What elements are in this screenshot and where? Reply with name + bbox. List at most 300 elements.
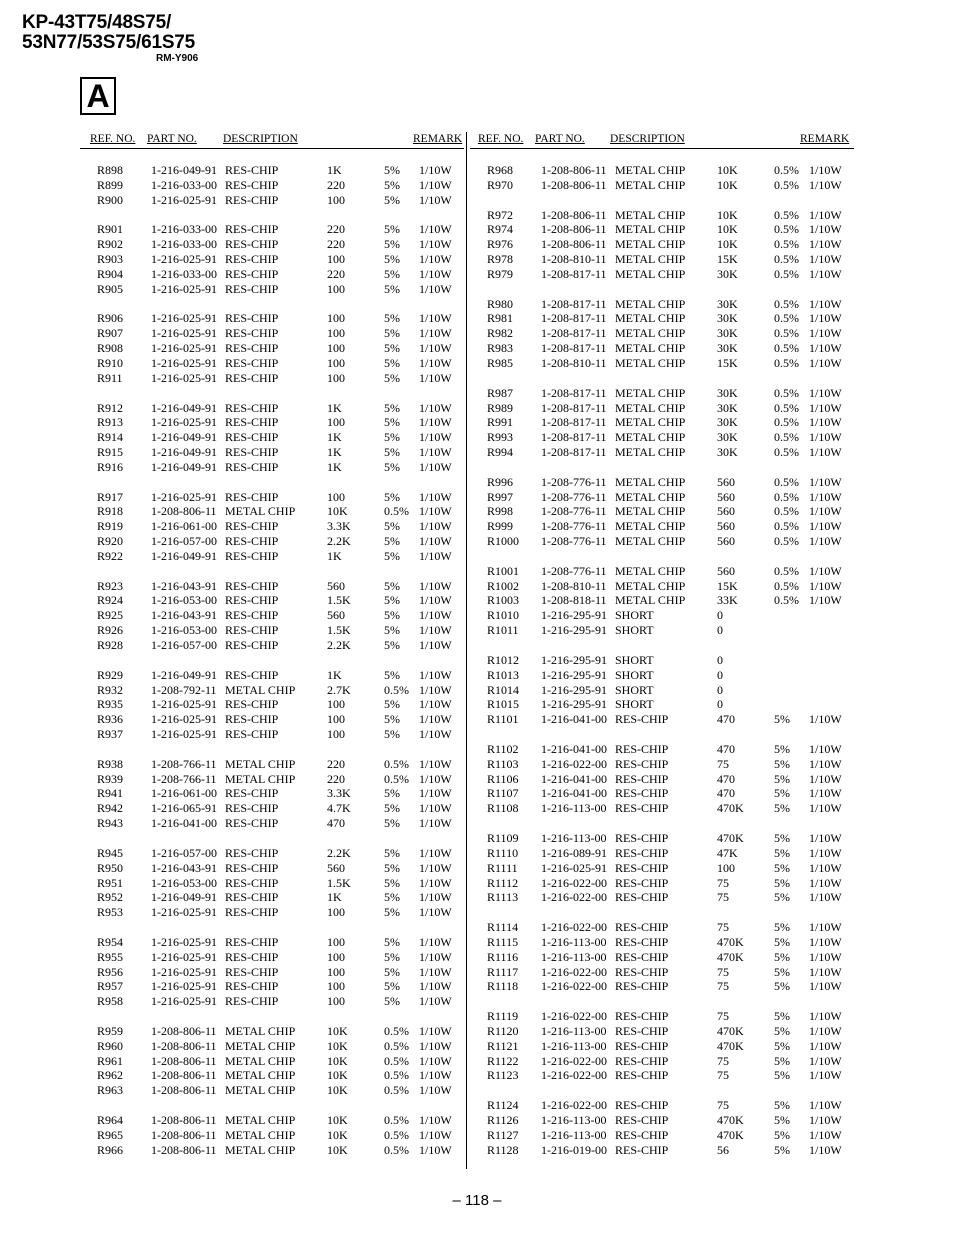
cell-tolerance: 5% — [384, 667, 400, 682]
table-row — [80, 890, 464, 905]
cell-wattage: 1/10W — [419, 578, 452, 593]
cell-wattage: 1/10W — [419, 266, 452, 281]
cell-tolerance: 5% — [384, 578, 400, 593]
cell-wattage: 1/10W — [419, 430, 452, 445]
cell-part-no: 1-208-806-11 — [151, 1083, 217, 1098]
table-row — [80, 222, 464, 237]
cell-description: RES-CHIP — [225, 860, 279, 875]
cell-ref-no: R1002 — [487, 578, 520, 593]
table-row — [80, 282, 464, 297]
cell-part-no: 1-208-766-11 — [151, 756, 217, 771]
cell-description: METAL CHIP — [615, 355, 686, 370]
cell-tolerance: 5% — [774, 875, 790, 890]
cell-value: 47K — [717, 845, 738, 860]
cell-wattage: 1/10W — [419, 638, 452, 652]
header-part-no: PART NO. — [147, 133, 197, 145]
remote-model: RM-Y906 — [156, 53, 199, 64]
cell-wattage: 1/10W — [419, 816, 452, 831]
cell-wattage: 1/10W — [809, 385, 842, 400]
cell-part-no: 1-216-043-91 — [151, 608, 217, 623]
cell-description: RES-CHIP — [225, 326, 279, 341]
cell-value: 1K — [327, 163, 342, 177]
cell-tolerance: 0.5% — [774, 430, 799, 445]
cell-tolerance: 5% — [384, 949, 400, 964]
table-row — [470, 386, 854, 401]
cell-ref-no: R1001 — [487, 563, 520, 578]
cell-value: 470K — [717, 949, 744, 964]
cell-part-no: 1-216-025-91 — [151, 370, 217, 385]
cell-value: 30K — [717, 415, 738, 430]
cell-value: 470 — [327, 816, 345, 831]
table-row — [470, 1113, 854, 1128]
cell-wattage: 1/10W — [809, 355, 842, 370]
cell-ref-no: R1123 — [487, 1068, 519, 1083]
cell-part-no: 1-216-113-00 — [541, 1127, 607, 1142]
table-row — [470, 876, 854, 891]
cell-ref-no: R960 — [97, 1038, 124, 1053]
cell-ref-no: R962 — [97, 1068, 124, 1083]
cell-ref-no: R941 — [97, 786, 124, 801]
cell-wattage: 1/10W — [809, 771, 842, 786]
cell-wattage: 1/10W — [419, 1053, 452, 1068]
cell-value: 30K — [717, 311, 738, 326]
cell-ref-no: R1126 — [487, 1113, 519, 1127]
cell-description: SHORT — [615, 623, 654, 638]
cell-value: 15K — [717, 355, 738, 370]
cell-wattage: 1/10W — [419, 1113, 452, 1127]
cell-wattage: 1/10W — [419, 415, 452, 430]
cell-tolerance: 5% — [384, 445, 400, 460]
cell-wattage: 1/10W — [419, 1127, 452, 1142]
cell-wattage: 1/10W — [419, 1142, 452, 1157]
cell-value: 2.7K — [327, 682, 351, 697]
cell-description: RES-CHIP — [225, 845, 279, 860]
cell-ref-no: R970 — [487, 177, 514, 192]
cell-ref-no: R951 — [97, 875, 124, 890]
cell-ref-no: R950 — [97, 860, 124, 875]
table-row — [470, 415, 854, 430]
cell-part-no: 1-216-025-91 — [151, 311, 217, 326]
table-row — [470, 890, 854, 905]
cell-description: METAL CHIP — [615, 266, 686, 281]
cell-part-no: 1-208-817-11 — [541, 385, 607, 400]
table-row — [80, 430, 464, 445]
cell-wattage: 1/10W — [809, 1068, 842, 1083]
cell-ref-no: R915 — [97, 445, 124, 460]
table-row — [80, 401, 464, 416]
cell-tolerance: 0.5% — [774, 504, 799, 519]
cell-wattage: 1/10W — [419, 519, 452, 534]
table-row — [470, 326, 854, 341]
cell-part-no: 1-216-057-00 — [151, 638, 217, 652]
table-row — [80, 950, 464, 965]
cell-part-no: 1-208-817-11 — [541, 266, 607, 281]
cell-tolerance: 5% — [774, 964, 790, 979]
table-row — [80, 1054, 464, 1069]
cell-description: RES-CHIP — [615, 1038, 669, 1053]
cell-wattage: 1/10W — [809, 326, 842, 341]
cell-value: 30K — [717, 341, 738, 356]
cell-description: RES-CHIP — [615, 1098, 669, 1113]
table-row — [80, 846, 464, 861]
cell-tolerance: 5% — [774, 741, 790, 756]
cell-part-no: 1-216-022-00 — [541, 1098, 607, 1113]
cell-description: RES-CHIP — [225, 875, 279, 890]
cell-ref-no: R1110 — [487, 845, 519, 860]
table-row — [470, 786, 854, 801]
cell-value: 560 — [717, 519, 735, 534]
table-row — [80, 356, 464, 371]
cell-tolerance: 0.5% — [774, 534, 799, 549]
cell-part-no: 1-216-025-91 — [151, 905, 217, 920]
cell-ref-no: R903 — [97, 252, 124, 267]
cell-description: SHORT — [615, 697, 654, 712]
cell-tolerance: 5% — [384, 430, 400, 445]
cell-wattage: 1/10W — [419, 504, 452, 519]
cell-description: RES-CHIP — [225, 311, 279, 326]
cell-value: 470 — [717, 712, 735, 727]
cell-wattage: 1/10W — [809, 801, 842, 816]
cell-description: METAL CHIP — [615, 177, 686, 192]
cell-tolerance: 5% — [774, 1038, 790, 1053]
cell-value: 75 — [717, 920, 729, 935]
cell-value: 3.3K — [327, 519, 351, 534]
cell-tolerance: 5% — [774, 1127, 790, 1142]
cell-wattage: 1/10W — [809, 430, 842, 445]
table-row — [470, 475, 854, 490]
header-remark: REMARK — [800, 133, 850, 145]
cell-tolerance: 5% — [774, 979, 790, 994]
cell-part-no: 1-208-806-11 — [541, 222, 607, 237]
cell-description: RES-CHIP — [225, 534, 279, 549]
cell-part-no: 1-216-041-00 — [541, 771, 607, 786]
model-title — [22, 13, 195, 53]
cell-part-no: 1-216-113-00 — [541, 1038, 607, 1053]
cell-description: RES-CHIP — [225, 964, 279, 979]
cell-wattage: 1/10W — [419, 890, 452, 905]
cell-tolerance: 5% — [384, 222, 400, 237]
cell-description: METAL CHIP — [615, 563, 686, 578]
cell-wattage: 1/10W — [419, 860, 452, 875]
table-row — [80, 816, 464, 831]
cell-tolerance: 5% — [384, 326, 400, 341]
cell-description: RES-CHIP — [225, 816, 279, 831]
cell-description: RES-CHIP — [225, 459, 279, 474]
cell-ref-no: R998 — [487, 504, 514, 519]
table-row — [80, 460, 464, 475]
cell-tolerance: 5% — [384, 281, 400, 296]
cell-value: 1K — [327, 890, 342, 905]
cell-tolerance: 5% — [384, 964, 400, 979]
cell-ref-no: R1107 — [487, 786, 519, 801]
cell-description: RES-CHIP — [225, 801, 279, 816]
cell-wattage: 1/10W — [419, 370, 452, 385]
cell-description: RES-CHIP — [615, 920, 669, 935]
cell-description: METAL CHIP — [615, 445, 686, 460]
cell-wattage: 1/10W — [419, 771, 452, 786]
cell-description: RES-CHIP — [615, 786, 669, 801]
cell-tolerance: 5% — [384, 192, 400, 207]
cell-ref-no: R983 — [487, 341, 514, 356]
cell-tolerance: 5% — [384, 727, 400, 742]
cell-part-no: 1-216-022-00 — [541, 920, 607, 935]
cell-ref-no: R916 — [97, 459, 124, 474]
cell-part-no: 1-208-806-11 — [151, 504, 217, 519]
cell-tolerance: 0.5% — [774, 207, 799, 222]
cell-tolerance: 0.5% — [384, 1113, 409, 1127]
cell-description: SHORT — [615, 682, 654, 697]
table-row — [470, 920, 854, 935]
cell-wattage: 1/10W — [809, 845, 842, 860]
cell-description: RES-CHIP — [225, 638, 279, 652]
cell-description: RES-CHIP — [615, 860, 669, 875]
cell-ref-no: R1124 — [487, 1098, 519, 1113]
cell-description: SHORT — [615, 667, 654, 682]
cell-value: 100 — [327, 994, 345, 1009]
table-row — [80, 311, 464, 326]
cell-description: RES-CHIP — [225, 979, 279, 994]
cell-part-no: 1-216-049-91 — [151, 400, 217, 415]
cell-value: 75 — [717, 979, 729, 994]
cell-ref-no: R928 — [97, 638, 124, 652]
cell-value: 560 — [327, 578, 345, 593]
cell-description: RES-CHIP — [615, 1127, 669, 1142]
cell-value: 470K — [717, 1127, 744, 1142]
table-row — [80, 593, 464, 608]
cell-wattage: 1/10W — [809, 207, 842, 222]
cell-wattage: 1/10W — [809, 920, 842, 935]
cell-description: METAL CHIP — [225, 1083, 296, 1098]
cell-ref-no: R1003 — [487, 593, 520, 608]
cell-tolerance: 5% — [774, 801, 790, 816]
cell-value: 100 — [327, 934, 345, 949]
cell-part-no: 1-216-049-91 — [151, 548, 217, 563]
cell-part-no: 1-216-022-00 — [541, 1053, 607, 1068]
cell-wattage: 1/10W — [809, 563, 842, 578]
cell-ref-no: R957 — [97, 979, 124, 994]
table-row — [470, 831, 854, 846]
cell-value: 1K — [327, 667, 342, 682]
cell-ref-no: R929 — [97, 667, 124, 682]
table-row — [80, 252, 464, 267]
table-row — [80, 1128, 464, 1143]
cell-value: 470K — [717, 1023, 744, 1038]
cell-ref-no: R1010 — [487, 608, 520, 623]
cell-tolerance: 0.5% — [774, 177, 799, 192]
header-part-no: PART NO. — [535, 133, 585, 145]
cell-tolerance: 5% — [384, 459, 400, 474]
cell-tolerance: 5% — [384, 163, 400, 177]
cell-part-no: 1-216-113-00 — [541, 949, 607, 964]
cell-part-no: 1-216-049-91 — [151, 445, 217, 460]
cell-wattage: 1/10W — [419, 1083, 452, 1098]
cell-tolerance: 0.5% — [774, 474, 799, 489]
cell-tolerance: 5% — [774, 845, 790, 860]
cell-ref-no: R907 — [97, 326, 124, 341]
cell-tolerance: 5% — [384, 608, 400, 623]
table-row — [470, 1143, 854, 1158]
cell-tolerance: 5% — [774, 771, 790, 786]
cell-tolerance: 0.5% — [774, 326, 799, 341]
table-row — [470, 208, 854, 223]
table-row — [80, 861, 464, 876]
cell-description: SHORT — [615, 652, 654, 667]
cell-part-no: 1-216-113-00 — [541, 801, 607, 816]
cell-description: RES-CHIP — [225, 593, 279, 608]
cell-tolerance: 5% — [384, 252, 400, 267]
cell-wattage: 1/10W — [419, 994, 452, 1009]
cell-wattage: 1/10W — [419, 727, 452, 742]
cell-tolerance: 0.5% — [774, 519, 799, 534]
cell-tolerance: 0.5% — [384, 1068, 409, 1083]
cell-value: 30K — [717, 445, 738, 460]
cell-value: 10K — [717, 237, 738, 252]
cell-value: 1.5K — [327, 593, 351, 608]
cell-value: 470K — [717, 801, 744, 816]
cell-wattage: 1/10W — [419, 786, 452, 801]
cell-value: 560 — [717, 504, 735, 519]
cell-wattage: 1/10W — [419, 445, 452, 460]
cell-part-no: 1-216-041-00 — [541, 741, 607, 756]
table-row — [470, 1068, 854, 1083]
cell-wattage: 1/10W — [419, 1068, 452, 1083]
cell-description: METAL CHIP — [225, 1023, 296, 1038]
cell-description: RES-CHIP — [615, 1113, 669, 1127]
table-row — [470, 445, 854, 460]
cell-wattage: 1/10W — [419, 355, 452, 370]
cell-ref-no: R1103 — [487, 756, 519, 771]
table-row — [80, 1068, 464, 1083]
cell-part-no: 1-208-818-11 — [541, 593, 607, 608]
cell-description: METAL CHIP — [225, 1068, 296, 1083]
cell-value: 0 — [717, 652, 723, 667]
cell-wattage: 1/10W — [809, 237, 842, 252]
cell-part-no: 1-216-025-91 — [151, 949, 217, 964]
cell-part-no: 1-216-022-00 — [541, 979, 607, 994]
cell-part-no: 1-216-049-91 — [151, 667, 217, 682]
cell-description: METAL CHIP — [225, 682, 296, 697]
table-row — [80, 326, 464, 341]
cell-wattage: 1/10W — [809, 1127, 842, 1142]
cell-ref-no: R1127 — [487, 1127, 519, 1142]
cell-value: 10K — [327, 1142, 348, 1157]
cell-ref-no: R972 — [487, 207, 514, 222]
cell-value: 220 — [327, 237, 345, 252]
table-row — [470, 683, 854, 698]
cell-value: 10K — [327, 1038, 348, 1053]
cell-part-no: 1-216-295-91 — [541, 608, 607, 623]
cell-part-no: 1-216-113-00 — [541, 830, 607, 845]
cell-value: 100 — [327, 252, 345, 267]
cell-part-no: 1-208-776-11 — [541, 563, 607, 578]
cell-part-no: 1-216-065-91 — [151, 801, 217, 816]
cell-ref-no: R953 — [97, 905, 124, 920]
cell-tolerance: 5% — [384, 237, 400, 252]
cell-tolerance: 5% — [384, 712, 400, 727]
cell-ref-no: R908 — [97, 341, 124, 356]
cell-description: METAL CHIP — [225, 1142, 296, 1157]
cell-description: RES-CHIP — [615, 979, 669, 994]
cell-ref-no: R952 — [97, 890, 124, 905]
cell-value: 220 — [327, 771, 345, 786]
cell-wattage: 1/10W — [419, 252, 452, 267]
parts-list-left — [80, 132, 464, 1158]
cell-ref-no: R1013 — [487, 667, 520, 682]
table-row — [80, 237, 464, 252]
cell-part-no: 1-216-025-91 — [151, 964, 217, 979]
cell-description: RES-CHIP — [225, 489, 279, 504]
cell-part-no: 1-208-792-11 — [151, 682, 217, 697]
cell-ref-no: R991 — [487, 415, 514, 430]
cell-tolerance: 5% — [774, 949, 790, 964]
cell-wattage: 1/10W — [809, 830, 842, 845]
cell-description: RES-CHIP — [225, 548, 279, 563]
cell-wattage: 1/10W — [419, 281, 452, 296]
table-row — [470, 1009, 854, 1024]
table-row — [80, 994, 464, 1009]
cell-value: 100 — [327, 355, 345, 370]
cell-tolerance: 0.5% — [774, 489, 799, 504]
cell-ref-no: R901 — [97, 222, 124, 237]
cell-ref-no: R1015 — [487, 697, 520, 712]
cell-wattage: 1/10W — [419, 593, 452, 608]
cell-description: RES-CHIP — [225, 608, 279, 623]
cell-tolerance: 5% — [384, 341, 400, 356]
cell-tolerance: 5% — [774, 786, 790, 801]
table-row — [80, 801, 464, 816]
cell-ref-no: R1119 — [487, 1009, 519, 1024]
table-row — [80, 876, 464, 891]
cell-part-no: 1-216-057-00 — [151, 845, 217, 860]
cell-description: RES-CHIP — [615, 949, 669, 964]
cell-part-no: 1-216-025-91 — [151, 192, 217, 207]
cell-value: 30K — [717, 385, 738, 400]
cell-part-no: 1-216-019-00 — [541, 1142, 607, 1157]
table-row — [470, 950, 854, 965]
cell-ref-no: R912 — [97, 400, 124, 415]
cell-value: 75 — [717, 1053, 729, 1068]
cell-tolerance: 5% — [384, 519, 400, 534]
cell-wattage: 1/10W — [809, 756, 842, 771]
cell-part-no: 1-208-806-11 — [541, 207, 607, 222]
cell-wattage: 1/10W — [419, 934, 452, 949]
cell-description: METAL CHIP — [615, 400, 686, 415]
cell-tolerance: 5% — [384, 860, 400, 875]
cell-description: RES-CHIP — [225, 341, 279, 356]
cell-description: RES-CHIP — [225, 727, 279, 742]
table-row — [80, 178, 464, 193]
page-number: – 118 – — [452, 1192, 502, 1209]
cell-description: RES-CHIP — [225, 237, 279, 252]
cell-part-no: 1-216-025-91 — [151, 355, 217, 370]
cell-value: 75 — [717, 756, 729, 771]
cell-part-no: 1-216-025-91 — [151, 697, 217, 712]
cell-value: 470 — [717, 741, 735, 756]
cell-wattage: 1/10W — [419, 459, 452, 474]
cell-tolerance: 0.5% — [384, 1053, 409, 1068]
cell-part-no: 1-208-817-11 — [541, 430, 607, 445]
cell-part-no: 1-216-025-91 — [541, 860, 607, 875]
cell-value: 15K — [717, 252, 738, 267]
cell-value: 75 — [717, 890, 729, 905]
cell-part-no: 1-208-817-11 — [541, 400, 607, 415]
cell-value: 560 — [717, 489, 735, 504]
cell-ref-no: R899 — [97, 177, 124, 192]
table-row — [470, 846, 854, 861]
cell-ref-no: R919 — [97, 519, 124, 534]
cell-ref-no: R979 — [487, 266, 514, 281]
cell-ref-no: R938 — [97, 756, 124, 771]
